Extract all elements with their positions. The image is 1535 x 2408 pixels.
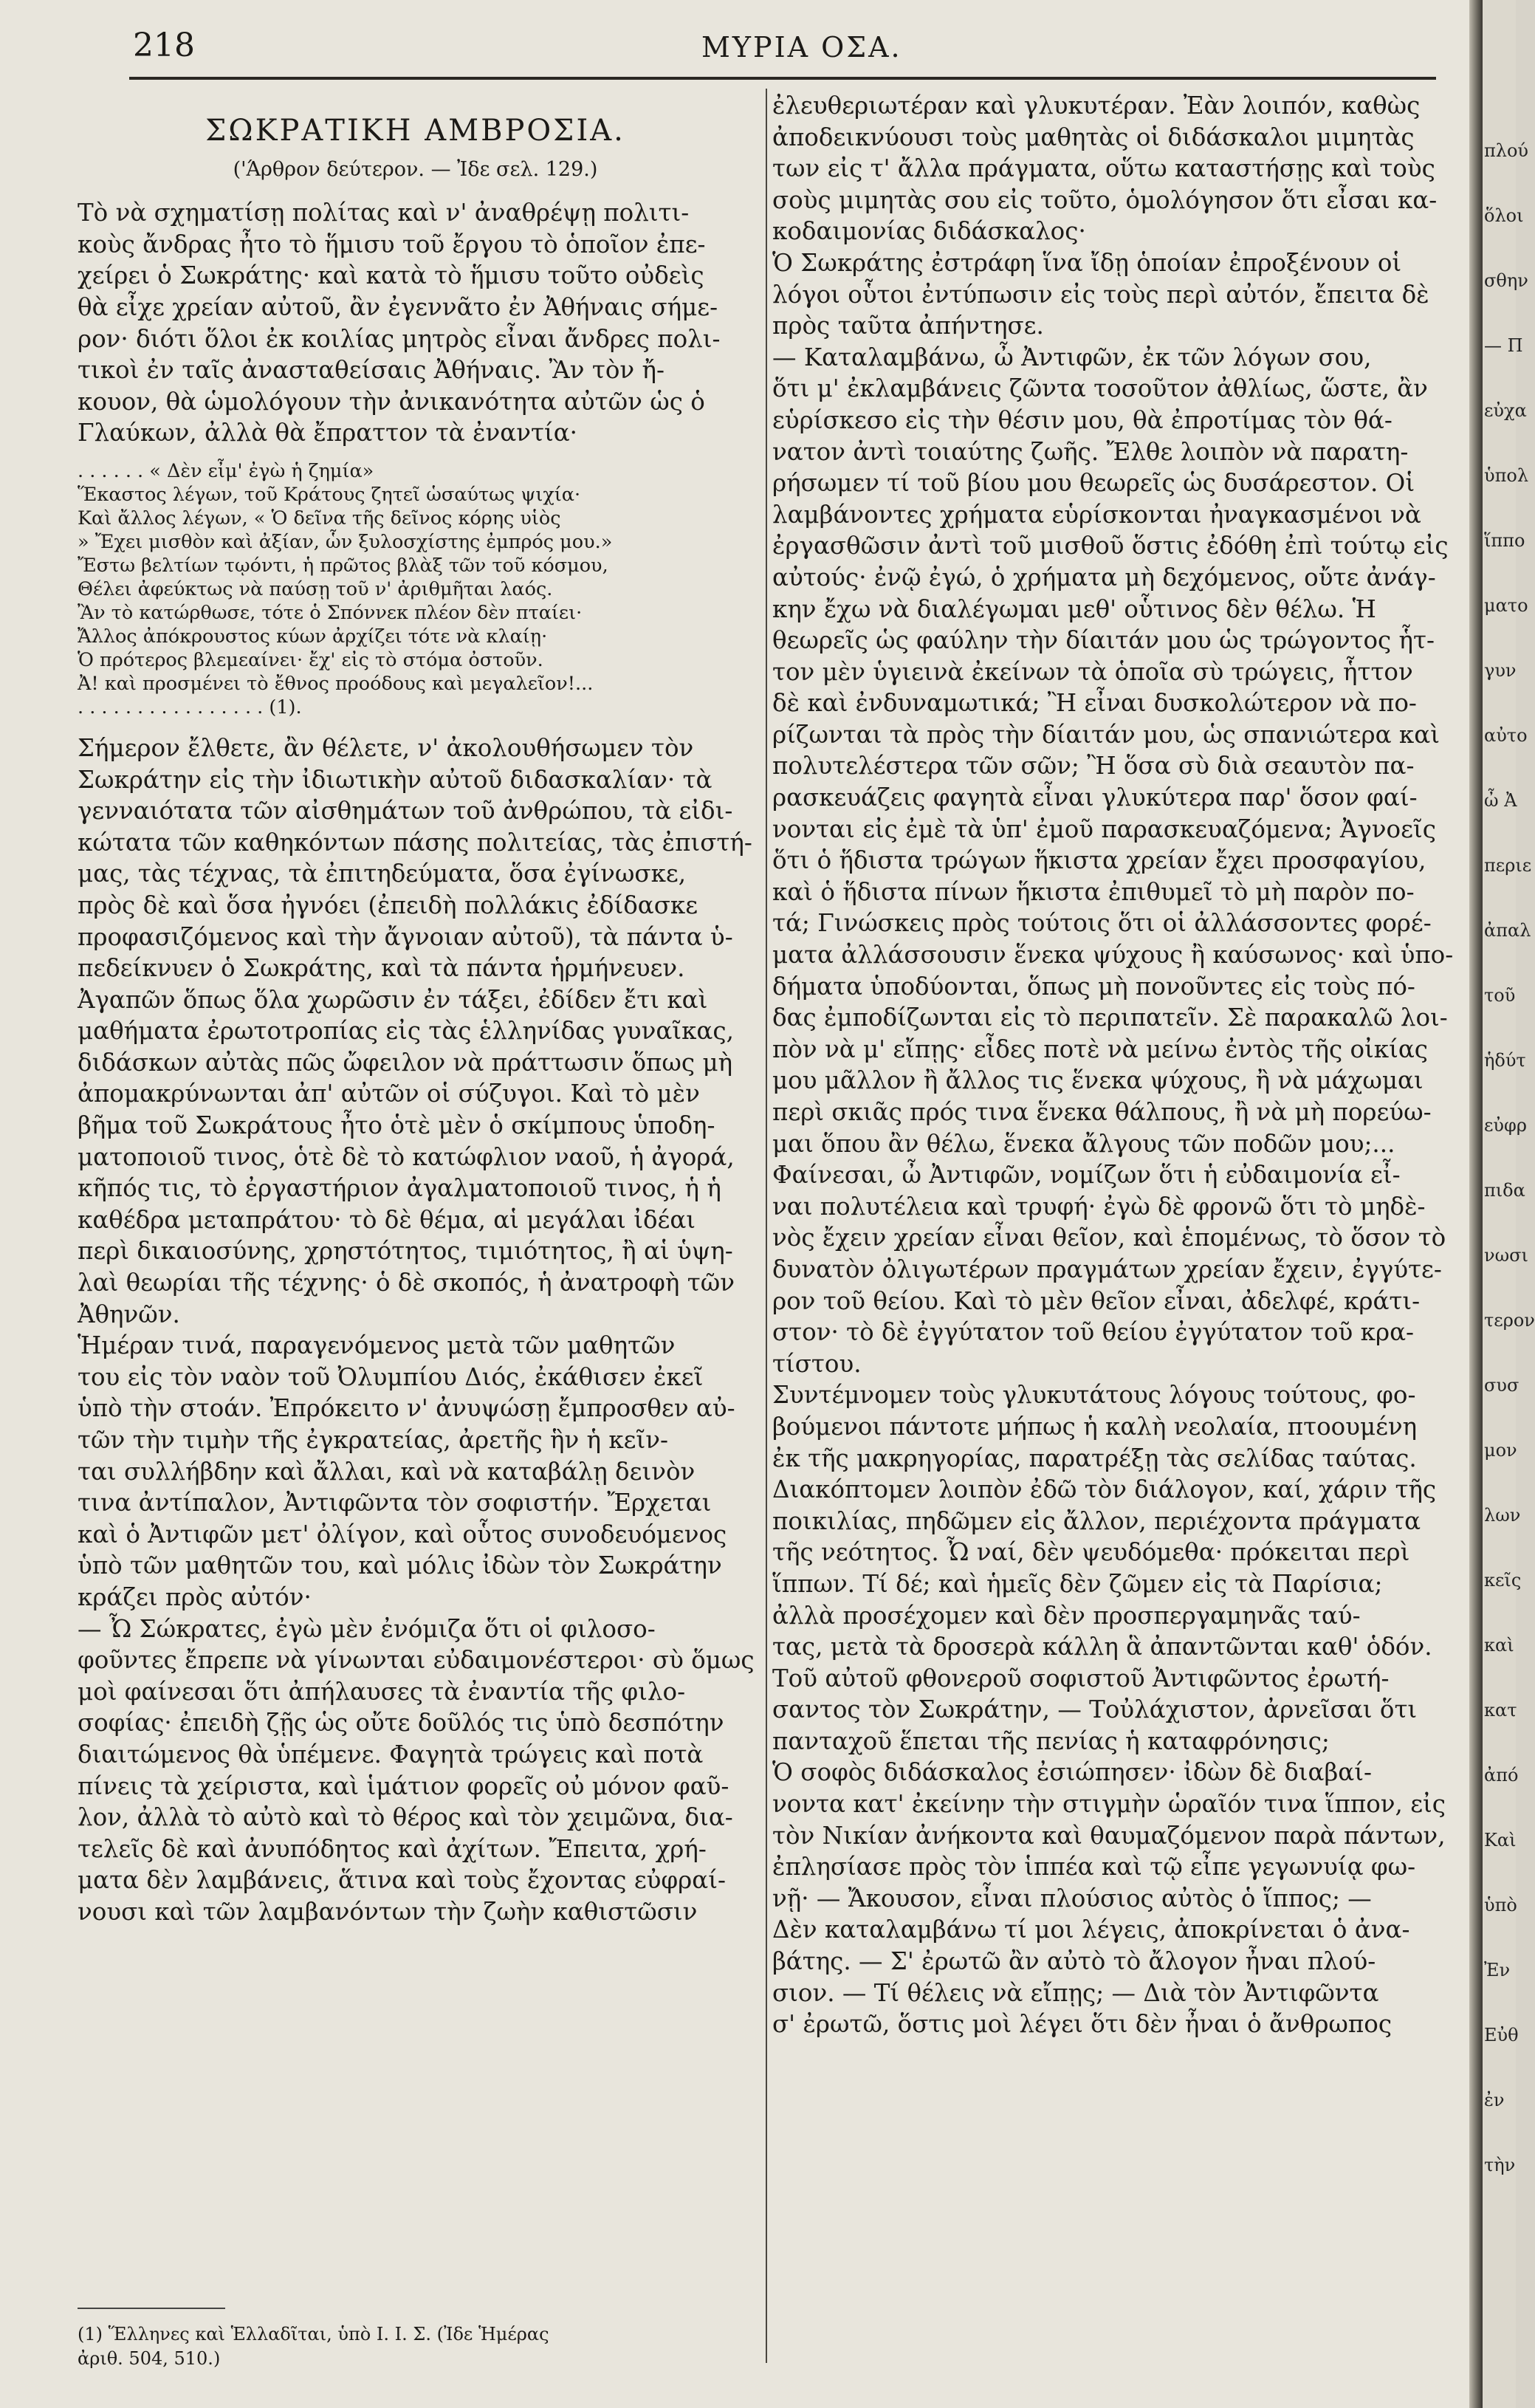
facing-page-fragment: ὅλοι (1484, 205, 1524, 226)
text-line: σ' ἐρωτῶ, ὅστις μοὶ λέγει ὅτι δὲν ἦναι ὁ ἄνθρωπος (772, 2010, 1393, 2039)
facing-page-fragment: ἡδύτ (1484, 1050, 1526, 1071)
text-line: ματα ἀλλάσσουσιν ἕνεκα ψύχους ἢ καύσωνος· καὶ ὑπο- (772, 941, 1454, 970)
text-line: ὅτι ὁ ἥδιστα τρώγων ἥκιστα χρείαν ἔχει προσφαγίου, (772, 846, 1426, 875)
facing-page-fragment: αὐτο (1484, 725, 1528, 746)
text-line: στον· τὸ δὲ ἐγγύτατον τοῦ θείου ἐγγύτατον τοῦ κρα- (772, 1318, 1414, 1347)
facing-page-fragment: ὦ Ἀ (1484, 790, 1517, 811)
text-line: ἐπλησίασε πρὸς τὸν ἱππέα καὶ τῷ εἶπε γεγωνυίᾳ φω- (772, 1853, 1416, 1882)
facing-page-fragment: καὶ (1484, 1635, 1514, 1656)
poem-line: Ἕκαστος λέγων, τοῦ Κράτους ζητεῖ ὡσαύτως ψιχία· (78, 483, 581, 506)
text-line: πρὸς δὲ καὶ ὅσα ἠγνόει (ἐπειδὴ πολλάκις ἐδίδασκε (78, 891, 698, 919)
facing-page-fragment: εὐφρ (1484, 1115, 1527, 1136)
text-line: βάτης. — Σ' ἐρωτῶ ἂν αὐτὸ τὸ ἄλογον ἦναι πλού- (772, 1947, 1376, 1976)
text-line: τὸν Νικίαν ἀνήκοντα καὶ θαυμαζόμενον παρὰ πάντων, (772, 1821, 1446, 1850)
text-line: νατον ἀντὶ τοιαύτης ζωῆς. Ἔλθε λοιπὸν νὰ παρατη- (772, 437, 1409, 466)
text-line: ἵππων. Τί δέ; καὶ ἡμεῖς δὲν ζῶμεν εἰς τὰ Παρίσια; (772, 1569, 1383, 1598)
text-line: τας, μετὰ τὰ δροσερὰ κάλλη ἃ ἀπαντῶνται καθ' ὁδόν. (772, 1633, 1432, 1661)
text-line: ὑπὸ τῶν μαθητῶν του, καὶ μόλις ἰδὼν τὸν Σωκράτην (78, 1551, 722, 1580)
text-line: — Καταλαμβάνω, ὦ Ἀντιφῶν, ἐκ τῶν λόγων σου, (772, 343, 1372, 371)
text-line: Διακόπτομεν λοιπὸν ἐδῶ τὸν διάλογον, καί, χάριν τῆς (772, 1475, 1437, 1504)
text-line: Σωκράτην εἰς τὴν ἰδιωτικὴν αὐτοῦ διδασκαλίαν· τὰ (78, 765, 712, 794)
text-line: κην ἔχω νὰ διαλέγωμαι μεθ' οὗτινος δὲν θέλω. Ἡ (772, 594, 1376, 623)
text-line: γενναιότατα τῶν αἰσθημάτων τοῦ ἀνθρώπου, τὰ εἰδι- (78, 797, 733, 826)
text-line: κουον, θὰ ὡμολόγουν τὴν ἀνικανότητα αὐτῶν ὡς ὁ (78, 387, 705, 416)
text-line: κώτατα τῶν καθηκόντων πάσης πολιτείας, τὰς ἐπιστή- (78, 828, 752, 857)
text-line: βούμενοι πάντοτε μήπως ἡ καλὴ νεολαία, πτοουμένη (772, 1412, 1418, 1441)
text-line: περὶ σκιᾶς πρός τινα ἕνεκα θάλπους, ἢ νὰ μὴ πορεύω- (772, 1098, 1432, 1126)
text-line: Ὁ Σωκράτης ἐστράφη ἵνα ἴδῃ ὁποίαν ἐπροξένουν οἱ (772, 248, 1402, 277)
facing-page-fragment: περιε (1484, 855, 1532, 876)
footnote-rule (78, 2308, 225, 2309)
text-line: ποικιλίας, πηδῶμεν εἰς ἄλλον, περιέχοντα πράγματα (772, 1506, 1421, 1535)
text-line: — Ὦ Σώκρατες, ἐγὼ μὲν ἐνόμιζα ὅτι οἱ φιλοσο- (78, 1614, 656, 1643)
text-line: του εἰς τὸν ναὸν τοῦ Ὀλυμπίου Διός, ἐκάθισεν ἐκεῖ (78, 1362, 704, 1391)
text-line: μου μᾶλλον ἢ ἄλλος τις ἕνεκα ψύχους, ἢ νὰ μάχωμαι (772, 1066, 1424, 1095)
facing-page-fragment: πλού (1484, 140, 1529, 161)
facing-page-fragment: τὴν (1484, 2155, 1516, 2175)
text-line: Δὲν καταλαμβάνω τί μοι λέγεις, ἀποκρίνεται ὁ ἀνα- (772, 1915, 1410, 1944)
text-line: σοὺς μιμητὰς σου εἰς τοῦτο, ὁμολόγησον ὅτι εἶσαι κα- (772, 185, 1438, 214)
text-line: διδάσκων αὐτὰς πῶς ὤφειλον νὰ πράττωσιν ὅπως μὴ (78, 1048, 733, 1077)
facing-page-fragment: συσ (1484, 1375, 1519, 1396)
poem-line: Θέλει ἀφεύκτως νὰ παύσῃ τοῦ ν' ἀριθμῆται λαός. (78, 577, 553, 600)
text-line: προφασιζόμενος καὶ τὴν ἄγνοιαν αὐτοῦ), τὰ πάντα ὑ- (78, 922, 733, 951)
right-column (772, 90, 1459, 2040)
text-line: χείρει ὁ Σωκράτης· καὶ κατὰ τὸ ἥμισυ τοῦτο οὐδεὶς (78, 261, 704, 290)
facing-page-fragment: νωσι (1484, 1245, 1528, 1266)
text-line: Ὁ σοφὸς διδάσκαλος ἐσιώπησεν· ἰδὼν δὲ διαβαί- (772, 1758, 1372, 1787)
text-line: λαμβάνοντες χρήματα εὑρίσκονται ἠναγκασμένοι νὰ (772, 500, 1421, 529)
facing-page-fragment: ματο (1484, 595, 1528, 616)
poem-line: Ἔστω βελτίων τῳόντι, ἡ πρῶτος βλὰξ τῶν τοῦ κόσμου, (78, 554, 608, 577)
text-line: νονται εἰς ἐμὲ τὰ ὑπ' ἐμοῦ παρασκευαζόμενα; Ἀγνοεῖς (772, 814, 1436, 843)
facing-page-fragment: λων (1484, 1505, 1521, 1526)
facing-page-fragment: ἵππο (1484, 530, 1525, 551)
text-line: Σήμερον ἔλθετε, ἂν θέλετε, ν' ἀκολουθήσωμεν τὸν (78, 733, 694, 762)
text-line: κοὺς ἄνδρας ἦτο τὸ ἥμισυ τοῦ ἔργου τὸ ὁποῖον ἐπε- (78, 230, 706, 258)
text-line: σοφίας· ἐπειδὴ ζῇς ὡς οὔτε δοῦλός τις ὑπὸ δεσπότην (78, 1709, 724, 1738)
article-subtitle: ('Άρθρον δεύτερον. — Ἰδε σελ. 129.) (233, 157, 598, 181)
facing-page-fragment: — Π (1484, 335, 1523, 356)
text-line: μοὶ φαίνεσαι ὅτι ἀπήλαυσες τὰ ἐναντία τῆς φιλο- (78, 1677, 686, 1706)
footnote-line: ἀριθ. 504, 510.) (78, 2348, 221, 2369)
facing-page-fragment: σθην (1484, 270, 1528, 291)
text-line: ἀποδεικνύουσι τοὺς μαθητὰς οἱ διδάσκαλοι μιμητὰς (772, 123, 1415, 151)
left-paragraph-intro (78, 197, 753, 449)
text-line: αὐτούς· ἐνῷ ἐγώ, ὁ χρήματα μὴ δεχόμενος, οὔτε ἀνάγ- (772, 563, 1436, 591)
facing-page-fragment: ἐν (1484, 2090, 1505, 2110)
facing-page-fragment: ὑπολ (1484, 465, 1529, 486)
poem-quotation (78, 459, 753, 719)
text-line: Ἀγαπῶν ὅπως ὅλα χωρῶσιν ἐν τάξει, ἐδίδεν ἔτι καὶ (78, 985, 708, 1014)
text-line: πίνεις τὰ χείριστα, καὶ ἱμάτιον φορεῖς οὐ μόνον φαῦ- (78, 1771, 729, 1800)
text-line: ρον τοῦ θείου. Καὶ τὸ μὲν θεῖον εἶναι, ἀδελφέ, κράτι- (772, 1286, 1421, 1315)
poem-line: Ἄλλος ἀπόκρουστος κύων ἀρχίζει τότε νὰ κλαίῃ· (78, 625, 548, 648)
text-line: νοντα κατ' ἐκείνην τὴν στιγμὴν ὡραῖόν τινα ἵππον, εἰς (772, 1790, 1446, 1819)
text-line: Συντέμνομεν τοὺς γλυκυτάτους λόγους τούτους, φο- (772, 1381, 1416, 1410)
facing-page-fragment: ἀπαλ (1484, 920, 1531, 941)
header-rule (129, 77, 1436, 80)
facing-page-edge (1483, 0, 1535, 2408)
text-line: ἀπομακρύνωνται ἀπ' αὐτῶν οἱ σύζυγοι. Καὶ τὸ μὲν (78, 1080, 700, 1108)
text-line: ἀλλὰ προσέχομεν καὶ δὲν προσπεργαμηνᾶς ταύ- (772, 1601, 1361, 1630)
facing-page-fragment: κατ (1484, 1700, 1517, 1721)
text-line: μας, τὰς τέχνας, τὰ ἐπιτηδεύματα, ὅσα ἐγίνωσκε, (78, 860, 687, 888)
text-line: ὅτι μ' ἐκλαμβάνεις ζῶντα τοσοῦτον ἀθλίως, ὥστε, ἂν (772, 374, 1428, 403)
text-line: Γλαύκων, ἀλλὰ θὰ ἔπραττον τὰ ἐναντία· (78, 419, 577, 447)
facing-page-fragment: πιδα (1484, 1180, 1525, 1201)
text-line: τινα ἀντίπαλον, Ἀντιφῶντα τὸν σοφιστήν. Ἔρχεται (78, 1489, 712, 1517)
poem-line: » Ἔχει μισθὸν καὶ ἀξίαν, ὧν ξυλοσχίστης ἐμπρός μου.» (78, 530, 613, 553)
text-line: ρον· διότι ὅλοι ἐκ κοιλίας μητρὸς εἶναι ἄνδρες πολι- (78, 324, 721, 353)
text-line: δυνατὸν ὀλιγωτέρων πραγμάτων χρείαν ἔχειν, ἐγγύτε- (772, 1255, 1442, 1283)
text-line: μαι ὅπου ἂν θέλω, ἕνεκα ἄλγους τῶν ποδῶν μου;... (772, 1129, 1395, 1158)
facing-page-fragment: τερον (1484, 1310, 1535, 1331)
page-header (126, 21, 1440, 72)
text-line: ἐλευθεριωτέραν καὶ γλυκυτέραν. Ἐὰν λοιπόν, καθὼς (772, 92, 1421, 120)
running-title: ΜΥΡΙΑ ΟΣΑ. (701, 31, 902, 64)
text-line: σαντος τὸν Σωκράτην, — Τοὐλάχιστον, ἀρνεῖσαι ὅτι (772, 1695, 1418, 1724)
text-line: ματοποιοῦ τινος, ὁτὲ δὲ τὸ κατώφλιον ναοῦ, ἡ ἀγορά, (78, 1142, 735, 1171)
text-line: διαιτώμενος θὰ ὑπέμενε. Φαγητὰ τρώγεις καὶ ποτὰ (78, 1740, 704, 1769)
text-line: κοδαιμονίας διδάσκαλος· (772, 217, 1086, 246)
facing-page-fragment: εὐχα (1484, 400, 1527, 421)
text-line: λον, ἀλλὰ τὸ αὐτὸ καὶ τὸ θέρος καὶ τὸν χειμῶνα, δια- (78, 1803, 733, 1832)
text-line: Ἡμέραν τινά, παραγενόμενος μετὰ τῶν μαθητῶν (78, 1331, 676, 1360)
facing-page-fragment: ὑπὸ (1484, 1895, 1517, 1915)
text-line: Τὸ νὰ σχηματίσῃ πολίτας καὶ ν' ἀναθρέψῃ πολιτι- (78, 199, 690, 227)
facing-page-fragment: τοῦ (1484, 985, 1516, 1006)
text-line: των εἰς τ' ἄλλα πράγματα, οὕτω καταστήσῃς καὶ τοὺς (772, 154, 1435, 183)
text-line: νῇ· — Ἄκουσον, εἶναι πλούσιος αὐτὸς ὁ ἵππος; — (772, 1884, 1372, 1913)
column-divider (766, 89, 767, 2363)
left-paragraph-main (78, 733, 753, 1928)
text-line: Ἀθηνῶν. (78, 1300, 180, 1328)
text-line: σιον. — Τί θέλεις νὰ εἴπῃς; — Διὰ τὸν Ἀντιφῶντα (772, 1978, 1379, 2007)
text-line: θὰ εἶχε χρείαν αὐτοῦ, ἂν ἐγεννᾶτο ἐν Ἀθήναις σήμε- (78, 292, 718, 321)
text-line: πολυτελέστερα τῶν σῶν; Ἢ ὅσα σὺ διὰ σεαυτὸν πα- (772, 752, 1415, 781)
facing-page-fragment: ἀπό (1484, 1765, 1519, 1786)
poem-line: Καὶ ἄλλος λέγων, « Ὁ δεῖνα τῆς δεῖνος κόρης υἱὸς (78, 507, 561, 529)
text-line: τικοὶ ἐν ταῖς ἀνασταθείσαις Ἀθήναις. Ἂν τὸν ἤ- (78, 356, 665, 385)
facing-page-fragment: γυν (1484, 660, 1517, 681)
text-line: ται συλλήβδην καὶ ἄλλαι, καὶ νὰ καταβάλῃ δεινὸν (78, 1457, 696, 1486)
footnote (78, 2322, 742, 2371)
poem-line: . . . . . . « Δὲν εἶμ' ἐγὼ ἡ ζημία» (78, 459, 374, 482)
text-line: τίστου. (772, 1349, 862, 1378)
text-line: φοῦντες ἔπρεπε νὰ γίνωνται εὐδαιμονέστεροι· σὺ ὅμως (78, 1646, 755, 1675)
text-line: θεωρεῖς ὡς φαύλην τὴν δίαιτάν μου ὡς τρώγοντος ἧτ- (772, 626, 1435, 655)
poem-line: Ἂν τὸ κατώρθωσε, τότε ὁ Σπόννεκ πλέον δὲν πταίει· (78, 601, 583, 624)
text-line: ναι πολυτέλεια καὶ τρυφή· ἐγὼ δὲ φρονῶ ὅτι τὸ μηδὲ- (772, 1192, 1426, 1221)
text-line: ἐργασθῶσιν ἀντὶ τοῦ μισθοῦ ὅστις ἐδόθη ἐπὶ τούτῳ εἰς (772, 532, 1449, 560)
text-line: ρασκευάζεις φαγητὰ εἶναι γλυκύτερα παρ' ὅσον φαί- (772, 783, 1418, 812)
text-line: ματα δὲν λαμβάνεις, ἅτινα καὶ τοὺς ἔχοντας εὐφραί- (78, 1866, 726, 1895)
facing-page-fragment: κεῖς (1484, 1570, 1522, 1591)
text-line: εὑρίσκεσο εἰς τὴν θέσιν μου, θὰ ἐπροτίμας τὸν θά- (772, 405, 1393, 434)
page-number: 218 (133, 27, 195, 64)
text-line: πρὸς ταῦτα ἀπήντησε. (772, 312, 1044, 340)
poem-line: . . . . . . . . . . . . . . . . (1). (78, 696, 302, 718)
text-line: δὲ καὶ ἐνδυναμωτικά; Ἢ εἶναι δυσκολώτερον νὰ πο- (772, 689, 1417, 718)
facing-page-fragment: Καὶ (1484, 1830, 1517, 1850)
text-line: πὸν νὰ μ' εἴπῃς· εἶδες ποτὲ νὰ μείνω ἐντὸς τῆς οἰκίας (772, 1035, 1429, 1063)
text-line: νουσι καὶ τῶν λαμβανόντων τὴν ζωὴν καθιστῶσιν (78, 1897, 698, 1926)
text-line: λόγοι οὗτοι ἐντύπωσιν εἰς τοὺς περὶ αὐτόν, ἔπειτα δὲ (772, 280, 1429, 309)
text-line: τῶν τὴν τιμὴν τῆς ἐγκρατείας, ἀρετῆς ἣν ἡ κεῖν- (78, 1426, 668, 1454)
footnote-line: (1) Ἕλληνες καὶ Ἑλλαδῖται, ὑπὸ Ι. Ι. Σ. (Ἰδε Ἡμέρας (78, 2324, 549, 2344)
text-line: βῆμα τοῦ Σωκράτους ἦτο ὁτὲ μὲν ὁ σκίμπους ὑποδη- (78, 1111, 715, 1140)
left-column (78, 111, 753, 1928)
text-line: ὑπὸ τὴν στοάν. Ἐπρόκειτο ν' ἀνυψώσῃ ἔμπροσθεν αὐ- (78, 1394, 735, 1423)
poem-line: Ἀ! καὶ προσμένει τὸ ἔθνος προόδους καὶ μεγαλεῖον!... (78, 672, 594, 695)
text-line: κράζει πρὸς αὐτόν· (78, 1582, 312, 1611)
text-line: περὶ δικαιοσύνης, χρηστότητος, τιμιότητος, ἢ αἱ ὑψη- (78, 1237, 733, 1266)
text-line: κῆπός τις, τὸ ἐργαστήριον ἀγαλματοποιοῦ τινος, ἡ ἡ (78, 1174, 721, 1203)
text-line: καὶ ὁ Ἀντιφῶν μετ' ὀλίγον, καὶ οὗτος συνοδευόμενος (78, 1520, 727, 1548)
text-line: Τοῦ αὐτοῦ φθονεροῦ σοφιστοῦ Ἀντιφῶντος ἐρωτή- (772, 1664, 1390, 1692)
text-line: λαὶ θεωρίαι τῆς τέχνης· ὁ δὲ σκοπός, ἡ ἀνατροφὴ τῶν (78, 1269, 735, 1297)
text-line: τον μὲν ὑγιεινὰ ἐκείνων τὰ ὁποῖα σὺ τρώγεις, ἧττον (772, 657, 1413, 686)
text-line: Φαίνεσαι, ὦ Ἀντιφῶν, νομίζων ὅτι ἡ εὐδαιμονία εἶ- (772, 1161, 1401, 1190)
text-line: δας ἐμποδίζωνται εἰς τὸ περιπατεῖν. Σὲ παρακαλῶ λοι- (772, 1004, 1448, 1032)
text-line: ρήσωμεν τί τοῦ βίου μου θεωρεῖς ὡς δυσάρεστον. Οἱ (772, 469, 1415, 498)
text-line: μαθήματα ἐρωτοτροπίας εἰς τὰς ἑλληνίδας γυναῖκας, (78, 1017, 734, 1046)
text-line: καθέδρα μεταπράτου· τὸ δὲ θέμα, αἱ μεγάλαι ἰδέαι (78, 1205, 696, 1234)
facing-page-fragment: Ἐν (1484, 1960, 1511, 1980)
text-line: πεδείκνυεν ὁ Σωκράτης, καὶ τὰ πάντα ἡρμήνευεν. (78, 954, 685, 983)
text-line: τῆς νεότητος. Ὦ ναί, δὲν ψευδόμεθα· πρόκειται περὶ (772, 1538, 1410, 1567)
text-line: καὶ ὁ ἥδιστα πίνων ἥκιστα ἐπιθυμεῖ τὸ μὴ παρὸν πο- (772, 877, 1415, 906)
text-line: ἐκ τῆς μακρηγορίας, παρατρέξῃ τὰς σελίδας ταύτας. (772, 1444, 1417, 1472)
poem-line: Ὁ πρότερος βλεμεαίνει· ἔχ' εἰς τὸ στόμα ὀστοῦν. (78, 648, 543, 671)
text-line: ρίζωνται τὰ πρὸς τὴν δίαιτάν μου, ὡς σπανιώτερα καὶ (772, 720, 1440, 749)
text-line: νὸς ἔχειν χρείαν εἶναι θεῖον, καὶ ἑπομένως, τὸ ὅσον τὸ (772, 1224, 1446, 1252)
facing-page-fragment: μον (1484, 1440, 1517, 1461)
text-line: τελεῖς δὲ καὶ ἀνυπόδητος καὶ ἀχίτων. Ἔπειτα, χρή- (78, 1834, 707, 1863)
text-line: δήματα ὑποδύονται, ὅπως μὴ πονοῦντες εἰς τοὺς πό- (772, 972, 1415, 1001)
book-gutter (1469, 0, 1483, 2408)
article-title: ΣΩΚΡΑΤΙΚΗ ΑΜΒΡΟΣΙΑ. (205, 114, 625, 148)
facing-page-fragment: Εὐθ (1484, 2025, 1519, 2045)
text-line: πανταχοῦ ἕπεται τῆς πενίας ἡ καταφρόνησις; (772, 1726, 1330, 1755)
text-line: τά; Γινώσκεις πρὸς τούτοις ὅτι οἱ ἀλλάσσοντες φορέ- (772, 909, 1432, 938)
